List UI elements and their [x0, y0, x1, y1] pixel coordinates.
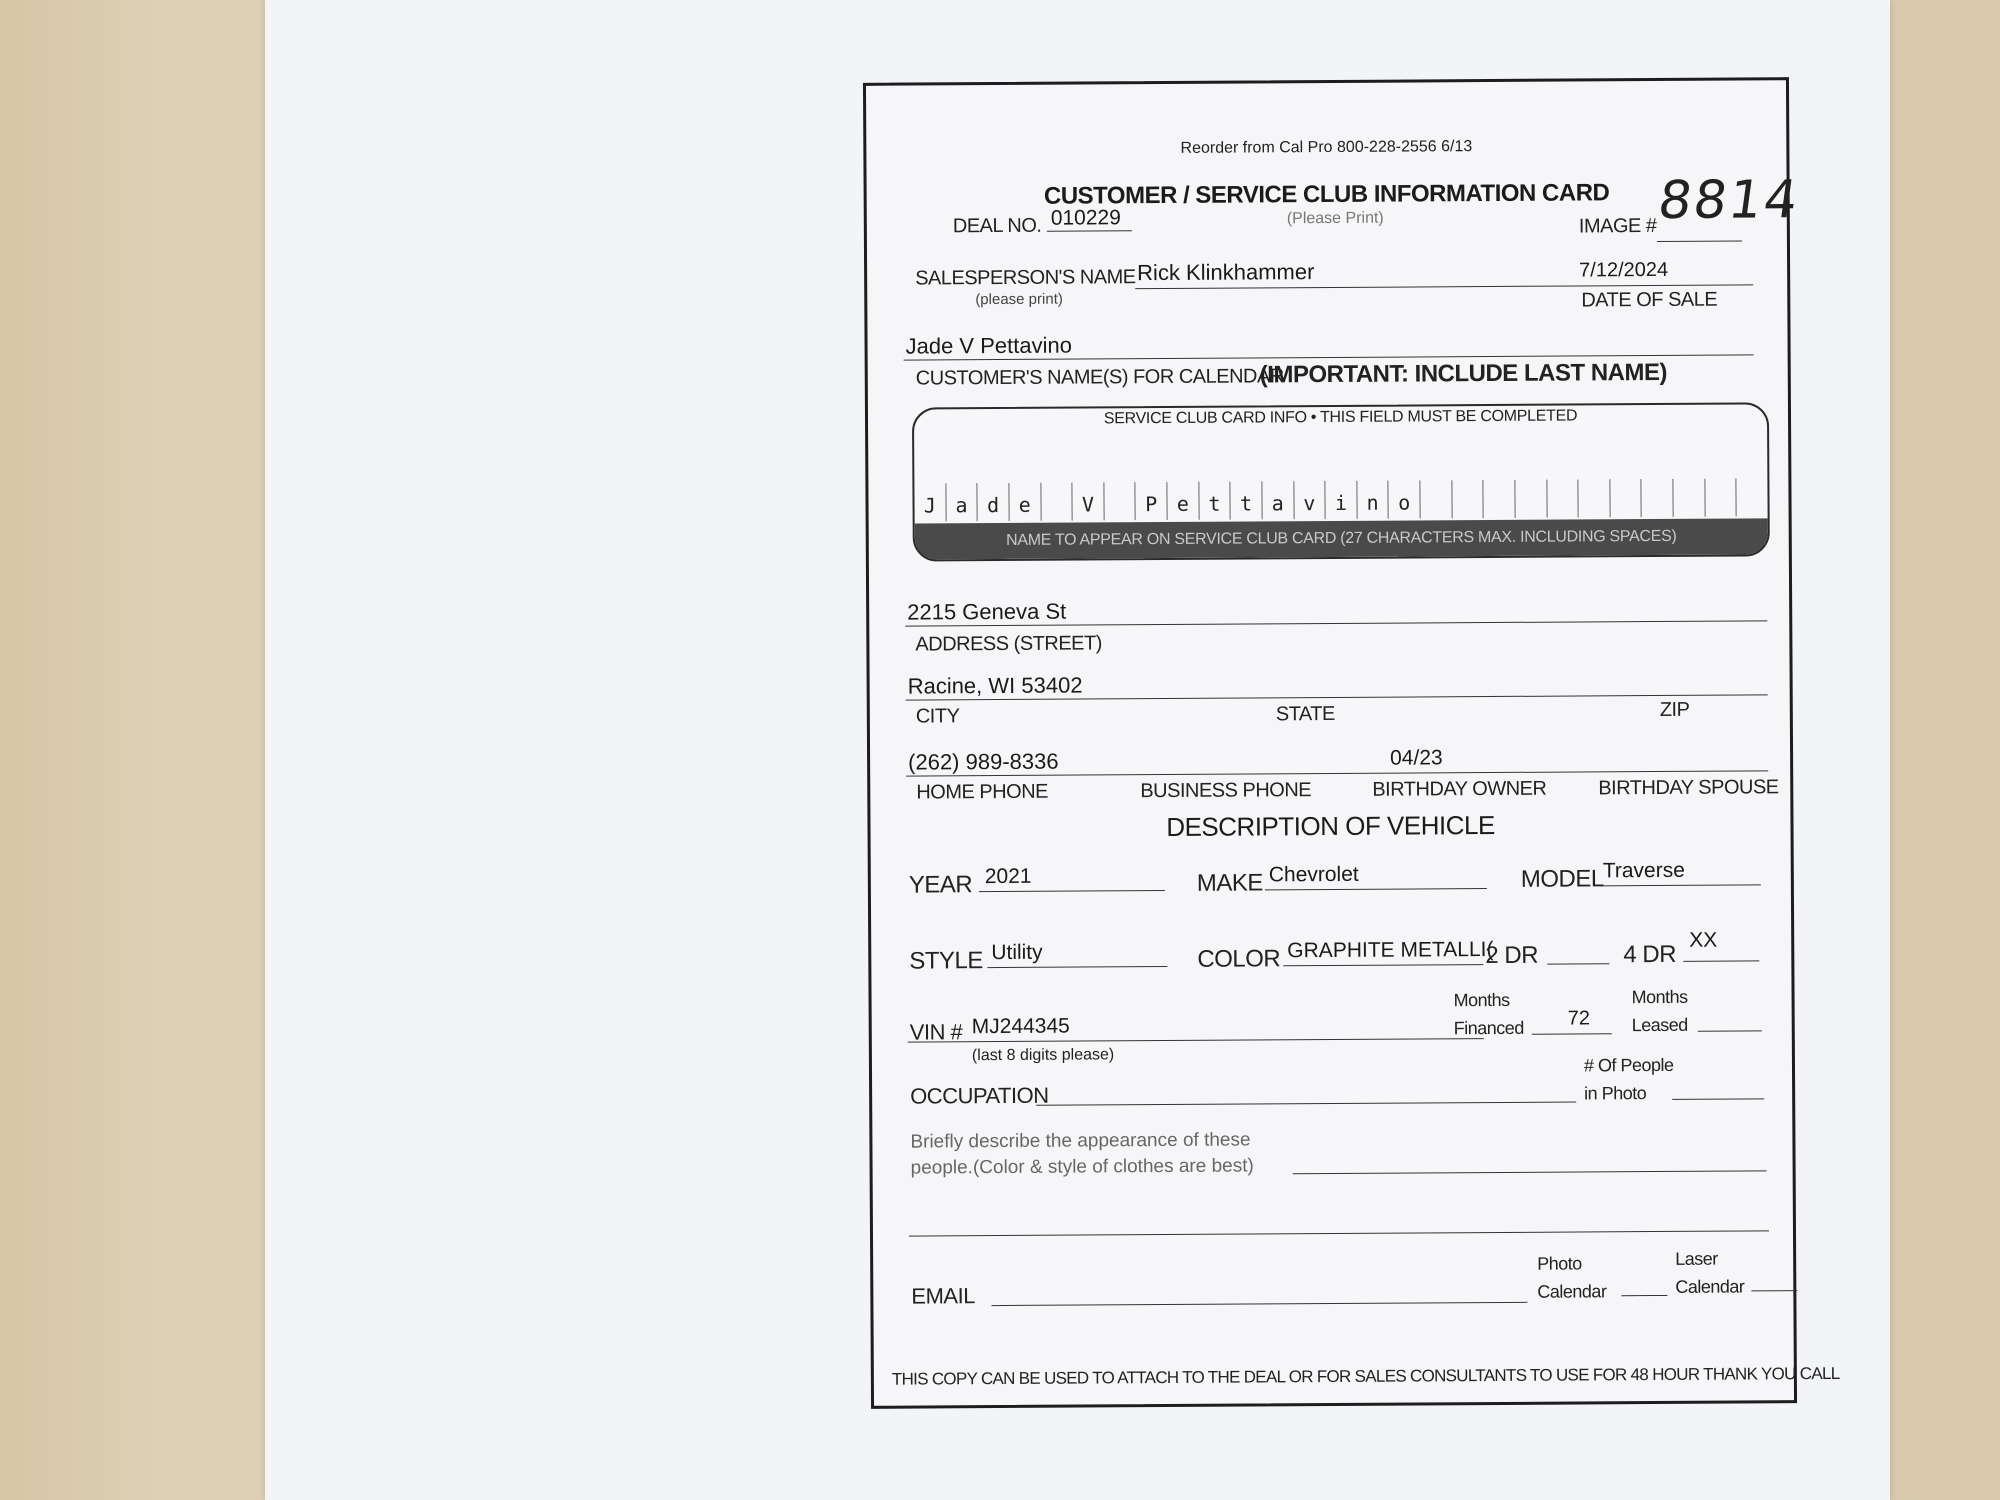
deal-no-value: 010229 [1050, 206, 1121, 230]
service-club-char-cell [1451, 480, 1483, 518]
please-print-note: (Please Print) [1286, 209, 1384, 228]
paper-sheet [265, 0, 1890, 1500]
service-club-char-cell: a [945, 483, 977, 521]
birthday-owner-value: 04/23 [1390, 746, 1443, 770]
service-club-char-cell: V [1072, 482, 1104, 520]
service-club-char-cell: n [1356, 481, 1388, 519]
people-label-2: in Photo [1584, 1083, 1647, 1104]
vin-value: MJ244345 [971, 1014, 1070, 1039]
color-value: GRAPHITE METALLI( [1287, 938, 1494, 963]
form-title: CUSTOMER / SERVICE CLUB INFORMATION CARD [1043, 179, 1610, 210]
style-value: Utility [991, 940, 1043, 965]
state-label: STATE [1275, 702, 1335, 726]
laser-calendar-label-1: Laser [1675, 1248, 1718, 1269]
service-club-char-cell [1704, 479, 1736, 517]
business-phone-label: BUSINESS PHONE [1140, 779, 1312, 803]
service-club-char-cell: P [1135, 482, 1167, 520]
service-club-char-cell: o [1388, 480, 1420, 518]
make-value: Chevrolet [1268, 862, 1359, 887]
home-phone-value: (262) 989-8336 [908, 748, 1059, 775]
salesperson-label: SALESPERSON'S NAME [915, 266, 1136, 290]
style-label: STYLE [909, 947, 983, 975]
date-value: 7/12/2024 [1579, 258, 1669, 282]
four-dr-value: XX [1689, 928, 1718, 952]
service-club-character-cells [914, 478, 1767, 521]
months-financed-value: 72 [1567, 1007, 1591, 1030]
street-value: 2215 Geneva St [907, 598, 1067, 625]
service-club-char-cell [1419, 480, 1451, 518]
laser-calendar-label-2: Calendar [1675, 1276, 1745, 1297]
vin-label: VIN # [909, 1019, 963, 1045]
service-club-char-cell: e [1166, 482, 1198, 520]
service-club-char-cell [1483, 480, 1515, 518]
service-club-char-cell: J [923, 493, 936, 518]
service-club-char-cell [1103, 482, 1135, 520]
home-phone-label: HOME PHONE [916, 780, 1049, 804]
photo-calendar-label-1: Photo [1537, 1253, 1582, 1274]
four-dr-label: 4 DR [1623, 940, 1677, 969]
footer-note: THIS COPY CAN BE USED TO ATTACH TO THE DEAL OR FOR SALES CONSULTANTS TO USE FOR 48 HOUR THANK YOU CALL [891, 1363, 1840, 1389]
service-club-char-cell: v [1293, 481, 1325, 519]
vin-hint: (last 8 digits please) [971, 1046, 1115, 1065]
months-financed-label-2: Financed [1453, 1017, 1524, 1039]
zip-label: ZIP [1659, 698, 1690, 721]
customer-name-label: CUSTOMER'S NAME(S) FOR CALENDAR [915, 365, 1284, 390]
service-club-header: SERVICE CLUB CARD INFO • THIS FIELD MUST BE COMPLETED [1103, 407, 1578, 428]
city-value: Racine, WI 53402 [907, 672, 1083, 699]
service-club-char-cell [1514, 480, 1546, 518]
service-club-char-cell [1578, 479, 1610, 517]
describe-line-2: people.(Color & style of clothes are best) [910, 1155, 1254, 1179]
color-label: COLOR [1197, 945, 1281, 973]
service-club-char-cell [1736, 478, 1768, 516]
date-label: DATE OF SALE [1581, 288, 1718, 312]
service-club-char-cell: e [1008, 483, 1040, 521]
model-value: Traverse [1602, 858, 1685, 883]
birthday-spouse-label: BIRTHDAY SPOUSE [1598, 776, 1779, 800]
service-club-char-cell [1609, 479, 1641, 517]
make-label: MAKE [1196, 869, 1263, 897]
email-label: EMAIL [911, 1283, 975, 1309]
months-leased-label-1: Months [1631, 986, 1688, 1008]
photo-calendar-label-2: Calendar [1537, 1281, 1607, 1302]
birthday-owner-label: BIRTHDAY OWNER [1372, 777, 1547, 801]
service-club-char-cell [1641, 479, 1673, 517]
info-card [863, 77, 1840, 1409]
important-note: (IMPORTANT: INCLUDE LAST NAME) [1259, 358, 1668, 389]
service-club-char-cell: t [1230, 481, 1262, 519]
please-print-small: (please print) [975, 290, 1063, 309]
service-club-char-cell: i [1325, 481, 1357, 519]
service-club-char-cell [1546, 479, 1578, 517]
vehicle-heading: DESCRIPTION OF VEHICLE [1166, 809, 1495, 843]
two-dr-label: 2 DR [1485, 941, 1539, 970]
service-club-char-cell [1672, 479, 1704, 517]
customer-name-value: Jade V Pettavino [905, 332, 1072, 359]
people-label-1: # Of People [1583, 1054, 1674, 1076]
reorder-text: Reorder from Cal Pro 800-228-2556 6/13 [1180, 138, 1473, 157]
model-label: MODEL [1520, 865, 1604, 893]
salesperson-value: Rick Klinkhammer [1137, 259, 1315, 286]
describe-line-1: Briefly describe the appearance of these [910, 1129, 1251, 1153]
service-club-char-cell: a [1261, 481, 1293, 519]
year-label: YEAR [908, 871, 973, 899]
service-club-char-cell [1040, 483, 1072, 521]
image-label: IMAGE # [1578, 214, 1657, 238]
service-club-band: NAME TO APPEAR ON SERVICE CLUB CARD (27 CHARACTERS MAX. INCLUDING SPACES) [915, 518, 1768, 559]
service-club-char-cell: t [1198, 482, 1230, 520]
service-club-char-cell: d [977, 483, 1009, 521]
occupation-label: OCCUPATION [910, 1082, 1049, 1109]
months-leased-label-2: Leased [1631, 1014, 1688, 1036]
service-club-box [912, 402, 1770, 561]
deal-no-label: DEAL NO. [952, 214, 1042, 238]
image-number-value: 8814 [1654, 170, 1804, 232]
city-label: CITY [915, 705, 960, 728]
street-label: ADDRESS (STREET) [915, 632, 1102, 656]
months-financed-label-1: Months [1453, 989, 1510, 1011]
year-value: 2021 [984, 864, 1032, 889]
